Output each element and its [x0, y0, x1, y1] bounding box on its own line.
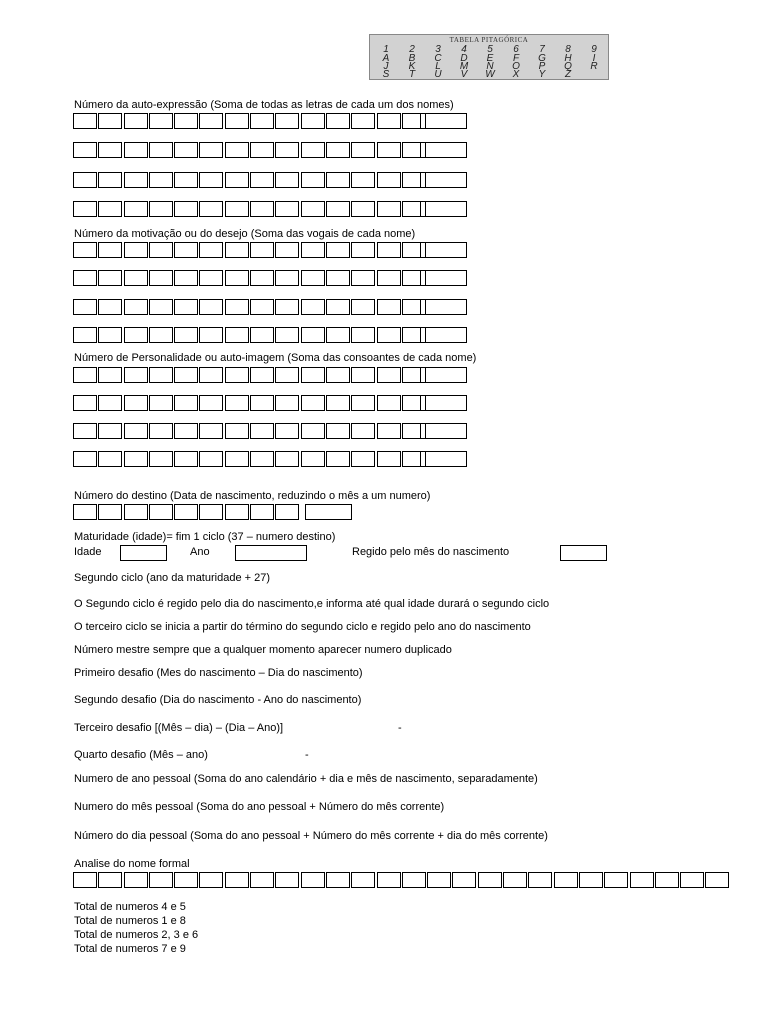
letter-cell[interactable] [225, 270, 249, 286]
letter-cell[interactable] [98, 270, 122, 286]
pyth-row-numbers: 1 2 3 4 5 6 7 8 9 [383, 44, 597, 55]
letter-cell[interactable] [377, 172, 401, 188]
letter-cell[interactable] [174, 872, 198, 888]
letter-cell[interactable] [199, 395, 223, 411]
letter-cell[interactable] [250, 142, 274, 158]
letter-cell[interactable] [250, 172, 274, 188]
letter-cell[interactable] [73, 327, 97, 343]
primeiro-desafio-label: Primeiro desafio (Mes do nascimento – Dia do nascimento) [74, 667, 363, 679]
personalidade-row-1[interactable] [73, 367, 427, 383]
letter-cell[interactable] [199, 299, 223, 315]
letter-cell[interactable] [326, 327, 350, 343]
letter-cell[interactable] [174, 242, 198, 258]
idade-field[interactable] [120, 545, 167, 561]
letter-cell[interactable] [377, 872, 401, 888]
personalidade-row-2[interactable] [73, 395, 427, 411]
letter-cell[interactable] [174, 327, 198, 343]
letter-cell[interactable] [73, 395, 97, 411]
letter-cell[interactable] [225, 395, 249, 411]
letter-cell[interactable] [402, 872, 426, 888]
letter-cell[interactable] [326, 423, 350, 439]
letter-cell[interactable] [124, 242, 148, 258]
letter-cell[interactable] [326, 872, 350, 888]
letter-cell[interactable] [528, 872, 552, 888]
letter-cell[interactable] [174, 423, 198, 439]
letter-cell[interactable] [705, 872, 729, 888]
terceiro-desafio-label: Terceiro desafio [(Mês – dia) – (Dia – Ano)] [74, 722, 284, 734]
letter-cell[interactable] [250, 504, 274, 520]
letter-cell[interactable] [98, 242, 122, 258]
letter-cell[interactable] [149, 504, 173, 520]
letter-cell[interactable] [199, 270, 223, 286]
letter-cell[interactable] [351, 172, 375, 188]
letter-cell[interactable] [326, 242, 350, 258]
letter-cell[interactable] [225, 423, 249, 439]
letter-cell[interactable] [326, 201, 350, 217]
letter-cell[interactable] [377, 201, 401, 217]
letter-cell[interactable] [73, 423, 97, 439]
letter-cell[interactable] [98, 395, 122, 411]
letter-cell[interactable] [149, 299, 173, 315]
autoexpressao-row-2[interactable] [73, 142, 427, 158]
letter-cell[interactable] [351, 142, 375, 158]
letter-cell[interactable] [199, 872, 223, 888]
letter-cell[interactable] [351, 451, 375, 467]
letter-cell[interactable] [124, 172, 148, 188]
letter-cell[interactable] [351, 113, 375, 129]
total-7-9: Total de numeros 7 e 9 [74, 943, 186, 955]
letter-cell[interactable] [250, 395, 274, 411]
letter-cell[interactable] [250, 327, 274, 343]
ano-label: Ano [190, 546, 210, 558]
letter-cell[interactable] [199, 327, 223, 343]
letter-cell[interactable] [377, 142, 401, 158]
letter-cell[interactable] [275, 367, 299, 383]
letter-cell[interactable] [73, 872, 97, 888]
quarto-desafio-dash: - [305, 749, 309, 761]
letter-cell[interactable] [124, 504, 148, 520]
letter-cell[interactable] [73, 201, 97, 217]
pyth-row-s: S T U V W X Y Z [382, 69, 572, 80]
letter-cell[interactable] [301, 367, 325, 383]
letter-cell[interactable] [275, 270, 299, 286]
letter-cell[interactable] [174, 142, 198, 158]
letter-cell[interactable] [149, 367, 173, 383]
letter-cell[interactable] [250, 242, 274, 258]
autoexpressao-total-4[interactable] [420, 201, 467, 217]
letter-cell[interactable] [149, 270, 173, 286]
letter-cell[interactable] [655, 872, 679, 888]
idade-label: Idade [74, 546, 102, 558]
autoexpressao-total-2[interactable] [420, 142, 467, 158]
letter-cell[interactable] [98, 451, 122, 467]
letter-cell[interactable] [503, 872, 527, 888]
letter-cell[interactable] [174, 113, 198, 129]
letter-cell[interactable] [326, 451, 350, 467]
autoexpressao-row-4[interactable] [73, 201, 427, 217]
personalidade-row-3[interactable] [73, 423, 427, 439]
dia-pessoal-label: Número do dia pessoal (Soma do ano pessoal + Número do mês corrente + dia do mês corrente) [74, 830, 548, 842]
personalidade-total-2[interactable] [420, 395, 467, 411]
letter-cell[interactable] [351, 327, 375, 343]
pyth-row-j: J K L M N O P Q R [383, 61, 598, 72]
letter-cell[interactable] [275, 504, 299, 520]
letter-cell[interactable] [225, 113, 249, 129]
quarto-desafio-label: Quarto desafio (Mês – ano) [74, 749, 208, 761]
letter-cell[interactable] [225, 172, 249, 188]
destino-row[interactable] [73, 504, 301, 520]
section-personalidade-label: Número de Personalidade ou auto-imagem (Soma das consoantes de cada nome) [74, 352, 477, 364]
letter-cell[interactable] [174, 367, 198, 383]
letter-cell[interactable] [326, 299, 350, 315]
letter-cell[interactable] [250, 423, 274, 439]
letter-cell[interactable] [149, 113, 173, 129]
letter-cell[interactable] [73, 142, 97, 158]
analise-row[interactable] [73, 872, 731, 888]
letter-cell[interactable] [452, 872, 476, 888]
letter-cell[interactable] [174, 395, 198, 411]
letter-cell[interactable] [301, 270, 325, 286]
maturidade-label: Maturidade (idade)= fim 1 ciclo (37 – numero destino) [74, 531, 336, 543]
letter-cell[interactable] [250, 299, 274, 315]
segundo-ciclo-label: Segundo ciclo (ano da maturidade + 27) [74, 572, 270, 584]
letter-cell[interactable] [225, 504, 249, 520]
letter-cell[interactable] [377, 367, 401, 383]
letter-cell[interactable] [225, 201, 249, 217]
letter-cell[interactable] [301, 113, 325, 129]
destino-total[interactable] [305, 504, 352, 520]
letter-cell[interactable] [377, 327, 401, 343]
letter-cell[interactable] [326, 172, 350, 188]
motivacao-row-2[interactable] [73, 270, 427, 286]
letter-cell[interactable] [275, 299, 299, 315]
letter-cell[interactable] [377, 299, 401, 315]
letter-cell[interactable] [377, 395, 401, 411]
letter-cell[interactable] [149, 201, 173, 217]
letter-cell[interactable] [199, 423, 223, 439]
letter-cell[interactable] [199, 113, 223, 129]
letter-cell[interactable] [124, 451, 148, 467]
letter-cell[interactable] [98, 327, 122, 343]
letter-cell[interactable] [680, 872, 704, 888]
autoexpressao-total-1[interactable] [420, 113, 467, 129]
letter-cell[interactable] [98, 172, 122, 188]
letter-cell[interactable] [199, 367, 223, 383]
motivacao-row-1[interactable] [73, 242, 427, 258]
letter-cell[interactable] [149, 327, 173, 343]
letter-cell[interactable] [124, 395, 148, 411]
letter-cell[interactable] [554, 872, 578, 888]
section-motivacao-label: Número da motivação ou do desejo (Soma das vogais de cada nome) [74, 228, 416, 240]
ano-pessoal-label: Numero de ano pessoal (Soma do ano calendário + dia e mês de nascimento, separadamente) [74, 773, 538, 785]
terceiro-ciclo-text: O terceiro ciclo se inicia a partir do término do segundo ciclo e regido pelo ano do nascimento [74, 621, 531, 633]
letter-cell[interactable] [275, 242, 299, 258]
letter-cell[interactable] [351, 242, 375, 258]
letter-cell[interactable] [351, 299, 375, 315]
letter-cell[interactable] [377, 423, 401, 439]
motivacao-total-3[interactable] [420, 299, 467, 315]
letter-cell[interactable] [351, 270, 375, 286]
letter-cell[interactable] [604, 872, 628, 888]
letter-cell[interactable] [199, 142, 223, 158]
terceiro-desafio-dash: - [398, 722, 402, 734]
letter-cell[interactable] [124, 327, 148, 343]
letter-cell[interactable] [225, 242, 249, 258]
letter-cell[interactable] [199, 201, 223, 217]
personalidade-total-1[interactable] [420, 367, 467, 383]
letter-cell[interactable] [301, 201, 325, 217]
letter-cell[interactable] [149, 242, 173, 258]
autoexpressao-total-3[interactable] [420, 172, 467, 188]
letter-cell[interactable] [301, 299, 325, 315]
letter-cell[interactable] [275, 395, 299, 411]
letter-cell[interactable] [199, 504, 223, 520]
letter-cell[interactable] [275, 172, 299, 188]
letter-cell[interactable] [326, 113, 350, 129]
letter-cell[interactable] [579, 872, 603, 888]
letter-cell[interactable] [174, 504, 198, 520]
letter-cell[interactable] [98, 367, 122, 383]
letter-cell[interactable] [174, 201, 198, 217]
letter-cell[interactable] [124, 872, 148, 888]
letter-cell[interactable] [73, 367, 97, 383]
letter-cell[interactable] [98, 142, 122, 158]
autoexpressao-row-1[interactable] [73, 113, 427, 129]
total-4-5: Total de numeros 4 e 5 [74, 901, 186, 913]
letter-cell[interactable] [149, 451, 173, 467]
letter-cell[interactable] [301, 423, 325, 439]
letter-cell[interactable] [124, 423, 148, 439]
letter-cell[interactable] [199, 451, 223, 467]
letter-cell[interactable] [225, 142, 249, 158]
letter-cell[interactable] [98, 504, 122, 520]
letter-cell[interactable] [73, 504, 97, 520]
letter-cell[interactable] [301, 242, 325, 258]
letter-cell[interactable] [351, 872, 375, 888]
letter-cell[interactable] [275, 201, 299, 217]
segundo-desafio-label: Segundo desafio (Dia do nascimento - Ano do nascimento) [74, 694, 362, 706]
letter-cell[interactable] [124, 113, 148, 129]
letter-cell[interactable] [377, 270, 401, 286]
letter-cell[interactable] [174, 299, 198, 315]
pythagorean-table-title: TABELA PITAGÓRICA [449, 36, 529, 44]
mes-pessoal-label: Numero do mês pessoal (Soma do ano pessoal + Número do mês corrente) [74, 801, 445, 813]
regido-label: Regido pelo mês do nascimento [352, 546, 510, 558]
letter-cell[interactable] [275, 423, 299, 439]
letter-cell[interactable] [250, 367, 274, 383]
letter-cell[interactable] [250, 270, 274, 286]
letter-cell[interactable] [351, 423, 375, 439]
personalidade-row-4[interactable] [73, 451, 427, 467]
letter-cell[interactable] [478, 872, 502, 888]
letter-cell[interactable] [301, 142, 325, 158]
autoexpressao-row-3[interactable] [73, 172, 427, 188]
letter-cell[interactable] [275, 327, 299, 343]
letter-cell[interactable] [326, 395, 350, 411]
letter-cell[interactable] [250, 872, 274, 888]
letter-cell[interactable] [73, 451, 97, 467]
letter-cell[interactable] [225, 451, 249, 467]
pythagorean-table [369, 34, 609, 80]
pyth-row-a: A B C D E F G H I [382, 53, 596, 64]
letter-cell[interactable] [98, 872, 122, 888]
letter-cell[interactable] [98, 299, 122, 315]
letter-cell[interactable] [326, 367, 350, 383]
letter-cell[interactable] [250, 451, 274, 467]
letter-cell[interactable] [351, 201, 375, 217]
letter-cell[interactable] [98, 113, 122, 129]
motivacao-total-2[interactable] [420, 270, 467, 286]
segundo-ciclo-regido-text: O Segundo ciclo é regido pelo dia do nascimento,e informa até qual idade durará o segundo ciclo [74, 598, 550, 610]
personalidade-total-4[interactable] [420, 451, 467, 467]
letter-cell[interactable] [351, 367, 375, 383]
letter-cell[interactable] [250, 113, 274, 129]
letter-cell[interactable] [124, 367, 148, 383]
numero-mestre-text: Número mestre sempre que a qualquer momento aparecer numero duplicado [74, 644, 452, 656]
letter-cell[interactable] [73, 242, 97, 258]
letter-cell[interactable] [225, 327, 249, 343]
motivacao-total-1[interactable] [420, 242, 467, 258]
letter-cell[interactable] [301, 172, 325, 188]
letter-cell[interactable] [174, 172, 198, 188]
total-1-8: Total de numeros 1 e 8 [74, 915, 186, 927]
regido-field[interactable] [560, 545, 607, 561]
letter-cell[interactable] [124, 270, 148, 286]
letter-cell[interactable] [149, 142, 173, 158]
letter-cell[interactable] [199, 172, 223, 188]
letter-cell[interactable] [124, 142, 148, 158]
letter-cell[interactable] [73, 299, 97, 315]
letter-cell[interactable] [73, 113, 97, 129]
total-2-3-6: Total de numeros 2, 3 e 6 [74, 929, 199, 941]
letter-cell[interactable] [174, 270, 198, 286]
motivacao-row-3[interactable] [73, 299, 427, 315]
personalidade-total-3[interactable] [420, 423, 467, 439]
letter-cell[interactable] [250, 201, 274, 217]
letter-cell[interactable] [73, 270, 97, 286]
motivacao-total-4[interactable] [420, 327, 467, 343]
letter-cell[interactable] [275, 142, 299, 158]
letter-cell[interactable] [326, 142, 350, 158]
letter-cell[interactable] [124, 299, 148, 315]
letter-cell[interactable] [275, 872, 299, 888]
letter-cell[interactable] [149, 395, 173, 411]
letter-cell[interactable] [225, 367, 249, 383]
letter-cell[interactable] [326, 270, 350, 286]
letter-cell[interactable] [351, 395, 375, 411]
letter-cell[interactable] [377, 113, 401, 129]
letter-cell[interactable] [124, 201, 148, 217]
section-destino-label: Número do destino (Data de nascimento, reduzindo o mês a um numero) [74, 490, 431, 502]
letter-cell[interactable] [199, 242, 223, 258]
letter-cell[interactable] [225, 872, 249, 888]
section-autoexpressao-label: Número da auto-expressão (Soma de todas as letras de cada um dos nomes) [74, 99, 454, 111]
letter-cell[interactable] [225, 299, 249, 315]
letter-cell[interactable] [301, 327, 325, 343]
letter-cell[interactable] [275, 113, 299, 129]
letter-cell[interactable] [98, 201, 122, 217]
letter-cell[interactable] [98, 423, 122, 439]
letter-cell[interactable] [73, 172, 97, 188]
letter-cell[interactable] [149, 423, 173, 439]
letter-cell[interactable] [174, 451, 198, 467]
letter-cell[interactable] [377, 451, 401, 467]
letter-cell[interactable] [301, 872, 325, 888]
ano-field[interactable] [235, 545, 307, 561]
letter-cell[interactable] [301, 451, 325, 467]
letter-cell[interactable] [630, 872, 654, 888]
letter-cell[interactable] [377, 242, 401, 258]
motivacao-row-4[interactable] [73, 327, 427, 343]
letter-cell[interactable] [301, 395, 325, 411]
analise-label: Analise do nome formal [74, 858, 190, 870]
letter-cell[interactable] [149, 172, 173, 188]
letter-cell[interactable] [427, 872, 451, 888]
letter-cell[interactable] [275, 451, 299, 467]
letter-cell[interactable] [149, 872, 173, 888]
